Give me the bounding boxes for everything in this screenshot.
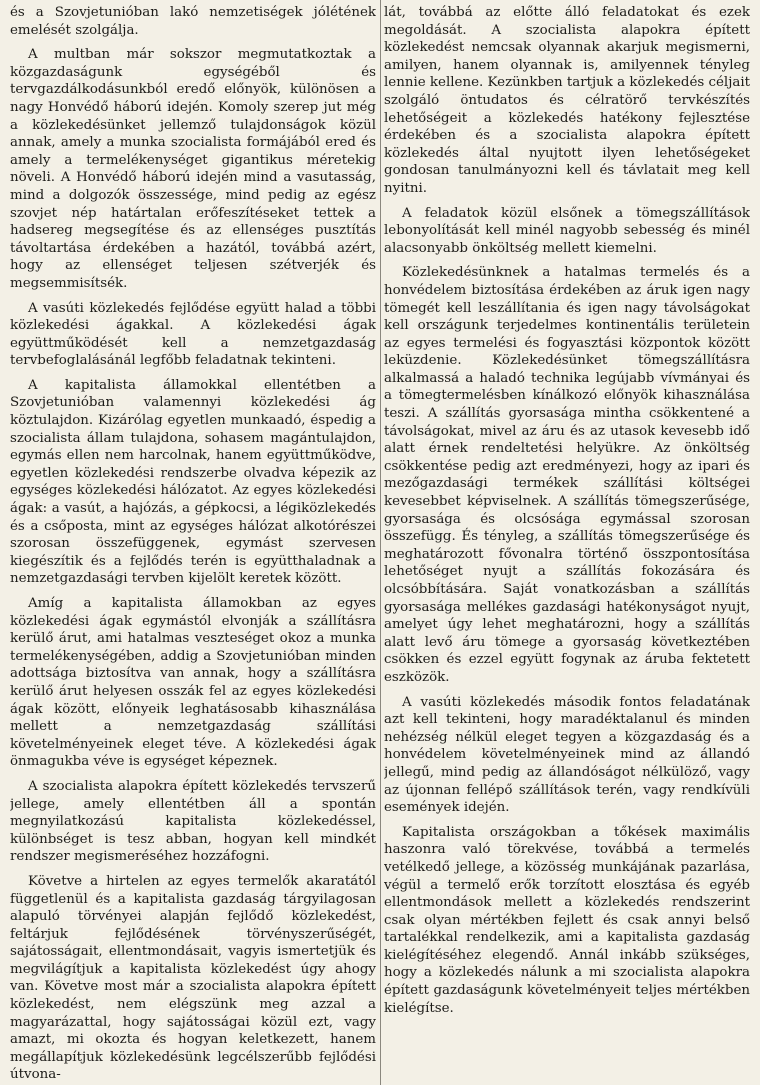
- paragraph: A kapitalista államokkal ellentétben a Szovjetunióban valamennyi közlekedési ág köztulajdon. Kizárólag egyetlen munkaadó, éspedig a szocialista állam tulajdona, sohasem magántulajdon, egymás ellen nem harcolnak, hanem együttműködve, egyetlen közlekedési rendszerbe olvadva képezik az egységes közlekedési hálózatot. Az egyes közlekedési ágak: a vasút, a hajózás, a gépkocsi, a légiközlekedés és a csőposta, mint az egységes hálózat alkotórészei szorosan összefüggenek, egymást szervesen kiegészítik és a fejlődés terén is együtthaladnak a nemzetgazdasági tervben kijelölt keretek között.: [10, 377, 376, 587]
- paragraph: Követve a hirtelen az egyes termelők akaratától függetlenül és a kapitalista gazdaság tárgyilagosan alapuló törvényei alapján fejlődő közlekedést, feltárjuk fejlődésének törvényszerűségét, sajátosságait, ellentmondásait, vagyis ismertetjük és megvilágítjuk a kapitalista közlekedést úgy ahogy van. Követve most már a szocialista alapokra épített közlekedést, nem elégszünk meg azzal a magyarázattal, hogy sajátosságai közül ezt, vagy amazt, mi okozta és hogyan keletkezett, hanem megállapítjuk közlekedésünk legcélszerűbb fejlődési útvona-: [10, 873, 376, 1083]
- paragraph: A vasúti közlekedés fejlődése együtt halad a többi közlekedési ágakkal. A közlekedési ágak együttműködését kell a nemzetgazdaság tervbefoglalásánál legfőbb feladatnak tekinteni.: [10, 300, 376, 369]
- paragraph: Kapitalista országokban a tőkések maximális haszonra való törekvése, továbbá a termelés vetélkedő jellege, a közösség munkájának pazarlása, végül a termelő erők torzított elosztása és egyéb ellentmondások mellett a közlekedés rendszerint csak olyan mértékben fejlett és csak annyi belső tartalékkal rendelkezik, ami a kapitalista gazdaság kielégítéséhez elegendő. Annál inkább szükséges, hogy a közlekedés nálunk a mi szocialista alapokra épített gazdaságunk követelményeit teljes mértékben kielégítse.: [384, 824, 750, 1016]
- paragraph: Amíg a kapitalista államokban az egyes közlekedési ágak egymástól elvonják a szállításra kerülő árut, ami hatalmas veszteséget okoz a munka termelékenységében, addig a Szovjetunióban minden adottsága biztosítva van annak, hogy a szállításra kerülő árut helyesen osszák fel az egyes közlekedési ágak között, előnyeik leghatásosabb kihasználása mellett a nemzetgazdaság szállítási követelményeinek eleget téve. A közlekedési ágak önmagukba véve is egységet képeznek.: [10, 596, 376, 770]
- paragraph: A multban már sokszor megmutatkoztak a közgazdaságunk egységéből és tervgazdálkodásunkból eredő előnyök, különösen a nagy Honvédő háború idején. Komoly szerep jut még a közlekedésünket jellemző tulajdonságok közül annak, amely a munka szocialista formájából ered és amely a termelékenységet gigantikus méretekig növeli. A Honvédő háború idején mind a vasutasság, mind a dolgozók összessége, mind pedig az egész szovjet nép határtalan erőfeszítéseket tettek a hadsereg megsegítése és az ellenséges pusztítás távoltartása érdekében a hazától, továbbá azért, hogy az ellenséget teljesen szétverjék és megsemmisítsék.: [10, 47, 376, 291]
- left-column: [10, 4, 376, 1085]
- paragraph: lát, továbbá az előtte álló feladatokat és ezek megoldását. A szocialista alapokra épített közlekedést nemcsak olyannak akarjuk megismerni, amilyen, hanem olyannak is, amilyennek tényleg lennie kellene. Kezünkben tartjuk a közlekedés céljait szolgáló öntudatos és célratörő tervkészítés lehetőségeit a közlekedés hatékony fejlesztése érdekében és a szocialista alapokra épített közlekedés által nyujtott ilyen lehetőségeket gondosan tanulmányozni kell és távlatait meg kell nyitni.: [384, 5, 750, 196]
- paragraph: A vasúti közlekedés második fontos feladatának azt kell tekinteni, hogy maradéktalanul és minden nehézség nélkül eleget tegyen a közgazdaság és a honvédelem követelményeinek mind az állandó jellegű, mind pedig az állandóságot nélkülöző, vagy az újonnan fellépő szállítások terén, vagy rendkívüli események idején.: [384, 694, 750, 816]
- paragraph: A szocialista alapokra épített közlekedés tervszerű jellege, amely ellentétben áll a spontán megnyilatkozású kapitalista közlekedéssel, különbséget is tesz abban, hogyan kell mindkét rendszer megismeréséhez hozzáfogni.: [10, 778, 376, 865]
- right-column: [384, 4, 750, 1085]
- paragraph: Közlekedésünknek a hatalmas termelés és a honvédelem biztosítása érdekében az áruk igen nagy tömegét kell leszállítania és igen nagy távolságokat kell országunk terjedelmes kontinentális területein az egyes termelési és fogyasztási központok között leküzdenie. Közlekedésünket tömegszállításra alkalmassá a haladó technika legújabb vívmányai és a tömegtermelésben kínálkozó előnyök kihasználása teszi. A szállítás gyorsasága mintha csökkentené a távolságokat, mivel az áru és az utasok kevesebb idő alatt érnek rendeltetési helyükre. Az önköltség csökkentése pedig azt eredményezi, hogy az ipari és mezőgazdasági termékek szállítási költségei kevesebbet képviselnek. A szállítás tömegszerűsége, gyorsasága és olcsósága egymással szorosan összefügg. És tényleg, a szállítás tömegszerűsége és meghatározott fővonalra történő összpontosítása lehetőséget nyujt a szállítás fokozására és olcsóbbítására. Saját vonatkozásban a szállítás gyorsasága mellékes gazdasági hatékonyságot nyujt, amelyet úgy lehet meghatározni, hogy a szállítás alatt levő áru tömege a gyorsaság következtében csökken és ezzel együtt fogynak az áruba fektetett eszközök.: [384, 265, 750, 685]
- paragraph: és a Szovjetunióban lakó nemzetiségek jólétének emelését szolgálja.: [10, 5, 376, 38]
- column-divider: [380, 0, 381, 1085]
- paragraph: A feladatok közül elsőnek a tömegszállítások lebonyolítását kell minél nagyobb sebesség és minél alacsonyabb önköltség mellett kiemelni.: [384, 205, 750, 256]
